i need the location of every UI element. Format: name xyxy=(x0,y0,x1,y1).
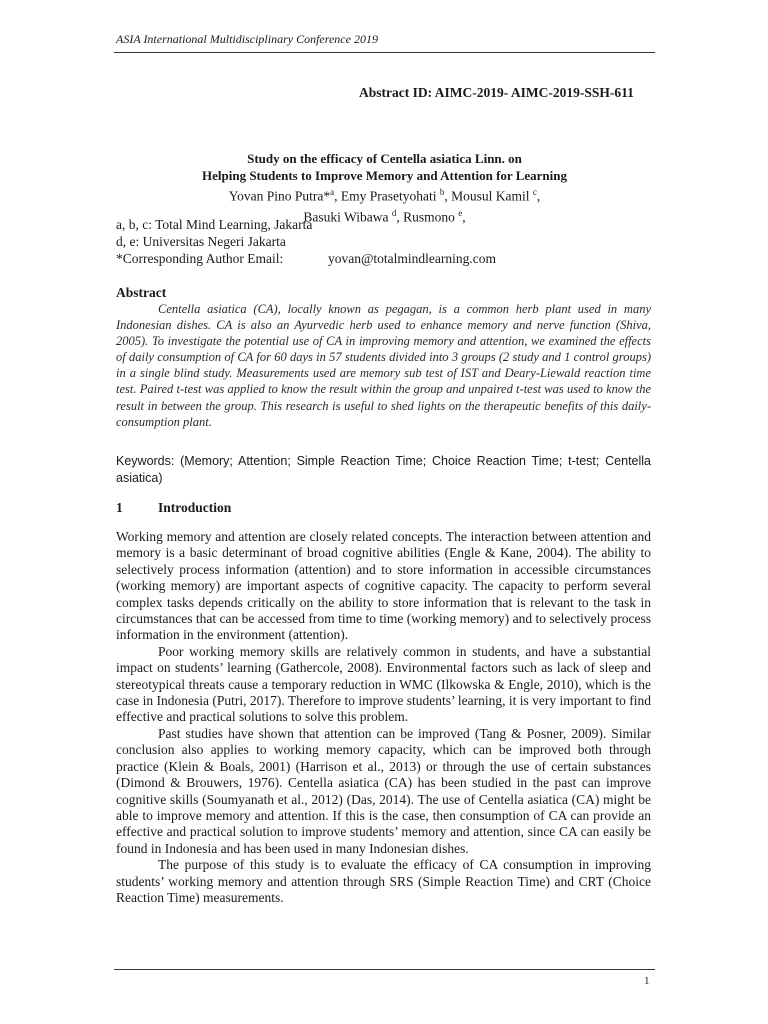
affiliation-abc: a, b, c: Total Mind Learning, Jakarta xyxy=(116,217,313,232)
section-number: 1 xyxy=(116,500,123,515)
keywords: Keywords: (Memory; Attention; Simple Reaction Time; Choice Reaction Time; t-test; Centella asiatica) xyxy=(116,454,651,485)
running-header: ASIA International Multidisciplinary Conference 2019 xyxy=(116,32,378,46)
corresponding-email: yovan@totalmindlearning.com xyxy=(328,251,497,266)
paragraph: Working memory and attention are closely related concepts. The interaction between attention and memory is a basic determinant of broad cognitive abilities (Engle & Kane, 2004). The ability to selectively process information (attention) and to store information in accessible circumstances (working memory) are important aspects of cognitive capacity. The capacity to perform several complex tasks depends critically on the ability to store information that is relevant to the task in circumstances that can be accessed from time to time (working memory) and to selectively process information in the environment (attention). xyxy=(116,529,651,643)
footer-rule xyxy=(114,969,655,970)
header-rule xyxy=(114,52,655,53)
author-sup: b xyxy=(439,187,445,197)
introduction-body xyxy=(116,529,651,906)
paragraph: Past studies have shown that attention can be improved (Tang & Posner, 2009). Similar conclusion also applies to working memory capacity, which can be improved both through practice (Klein & Boals, 2001) (Harrison et al., 2013) or through the use of certain substances (Dimond & Brouwers, 1976). Centella asiatica (CA) has been studied in the past can improve cognitive skills (Soumyanath et al., 2012) (Das, 2014). The use of Centella asiatica (CA) might be able to improve memory and attention. If this is the case, then consumption of CA can provide an effective and practical solution to improve students’ memory and attention, since CA can easily be found in Indonesia and has been used in many Indonesian dishes. xyxy=(116,725,651,856)
author-sup: c xyxy=(532,187,537,197)
author-kamil: , Mousul Kamil xyxy=(444,188,533,204)
corresponding-label: *Corresponding Author Email: xyxy=(116,251,284,266)
abstract-body: Centella asiatica (CA), locally known as pegagan, is a common herb plant used in many Indonesian dishes. CA is also an Ayurvedic herb used to enhance memory and nerve function (Shiva, 2005). To investigate the potential use of CA in improving memory and attention, we examined the effects of daily consumption of CA for 60 days in 57 students divided into 3 groups (2 study and 1 control groups) in a single blind study. Measurements used are memory sub test of IST and Deary-Liewald reaction time test. Paired t-test was applied to know the result within the group and unpaired t-test was used to know the result in between the group. This research is useful to shed lights on the therapeutic benefits of this daily-consumption plant. xyxy=(116,302,651,429)
affiliation-de: d, e: Universitas Negeri Jakarta xyxy=(116,234,286,249)
author-rusmono: , Rusmono xyxy=(396,209,459,224)
title-line-2: Helping Students to Improve Memory and Attention for Learning xyxy=(202,168,567,183)
author-prasetyohati: , Emy Prasetyohati xyxy=(334,188,440,204)
author-sup: d xyxy=(391,207,397,218)
title-line-1: Study on the efficacy of Centella asiatica Linn. on xyxy=(247,151,522,166)
section-title: Introduction xyxy=(158,500,232,515)
page-number: 1 xyxy=(644,975,650,987)
paper-title xyxy=(114,150,655,225)
author-putra: Yovan Pino Putra* xyxy=(228,188,331,204)
author-wibawa: Basuki Wibawa xyxy=(303,209,392,224)
abstract-id: Abstract ID: AIMC-2019- AIMC-2019-SSH-611 xyxy=(359,85,634,100)
author-sup: e xyxy=(458,207,463,218)
paragraph: Poor working memory skills are relatively common in students, and have a substantial impact on students’ learning (Gathercole, 2008). Environmental factors such as lack of sleep and stereotypical threats cause a temporary reduction in WMC (Ilkowska & Engle, 2010), which is the case in Indonesia (Putri, 2017). Therefore to improve students’ learning, it is very important to find effective and practical solutions to solve this problem. xyxy=(116,643,651,725)
paragraph: The purpose of this study is to evaluate the efficacy of CA consumption in improving students’ working memory and attention through SRS (Simple Reaction Time) and CRT (Choice Reaction Time) measurements. xyxy=(116,857,651,905)
abstract-heading: Abstract xyxy=(116,285,167,300)
author-separator: , xyxy=(462,209,466,224)
section-heading-introduction xyxy=(116,500,231,516)
author-separator: , xyxy=(536,188,541,204)
author-sup: a xyxy=(330,187,335,197)
authors-line-1 xyxy=(114,184,655,205)
